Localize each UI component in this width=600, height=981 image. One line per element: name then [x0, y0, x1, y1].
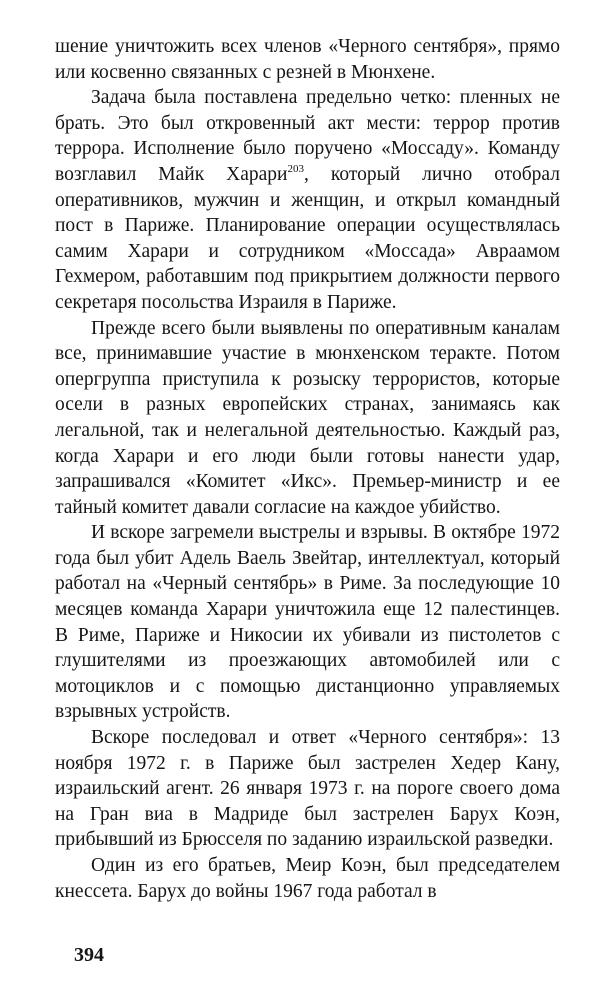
paragraph-2	[55, 85, 560, 315]
paragraph-1: шение уничтожить всех членов «Черного сентября», прямо или косвенно связанных с резней в Мюнхене.	[55, 36, 560, 83]
paragraph-2-text-after: , который лично отобрал оперативников, мужчин и женщин, и открыл командный пост в Париже. Планирование операции осуществлялась самим Харари и сотрудником «Моссада» Авраамом Гехмером, работавшим под прикрытием должности первого секретаря посольства Израиля в Париже.	[55, 163, 560, 313]
paragraph-3: Прежде всего были выявлены по оперативным каналам все, принимавшие участие в мюнхенском теракте. Потом опергруппа приступила к розыску террористов, которые осели в разных европейских странах, занимаясь как легальной, так и нелегальной деятельностью. Каждый раз, когда Харари и его люди были готовы нанести удар, запрашивался «Комитет «Икс». Премьер-министр и ее тайный комитет давали согласие на каждое убийство.	[55, 317, 560, 518]
footnote-ref-203[interactable]: 203	[287, 162, 304, 175]
page-number: 394	[74, 944, 104, 966]
paragraph-6: Один из его братьев, Меир Коэн, был председателем кнессета. Барух до войны 1967 года работал в	[55, 855, 560, 902]
paragraph-5: Вскоре последовал и ответ «Черного сентября»: 13 ноября 1972 г. в Париже был застрелен Хедер Кану, израильский агент. 26 января 1973 г. на пороге своего дома на Гран виа в Мадриде был застрелен Барух Коэн, прибывший из Брюсселя по заданию израильской разведки.	[55, 727, 560, 851]
page-body	[55, 34, 560, 904]
paragraph-4: И вскоре загремели выстрелы и взрывы. В октябре 1972 года был убит Адель Ваель Звейтар, интеллектуал, который работал на «Черный сентябрь» в Риме. За последующие 10 месяцев команда Харари уничтожила еще 12 палестинцев. В Риме, Париже и Никосии их убивали из пистолетов с глушителями из проезжающих автомобилей или с мотоциклов и с помощью дистанционно управляемых взрывных устройств.	[55, 522, 560, 723]
paragraph-2-text-before: Задача была поставлена предельно четко: пленных не брать. Это был откровенный акт мести: террор против террора. Исполнение было поручено «Моссаду». Команду возглавил Майк Харари	[55, 87, 560, 185]
